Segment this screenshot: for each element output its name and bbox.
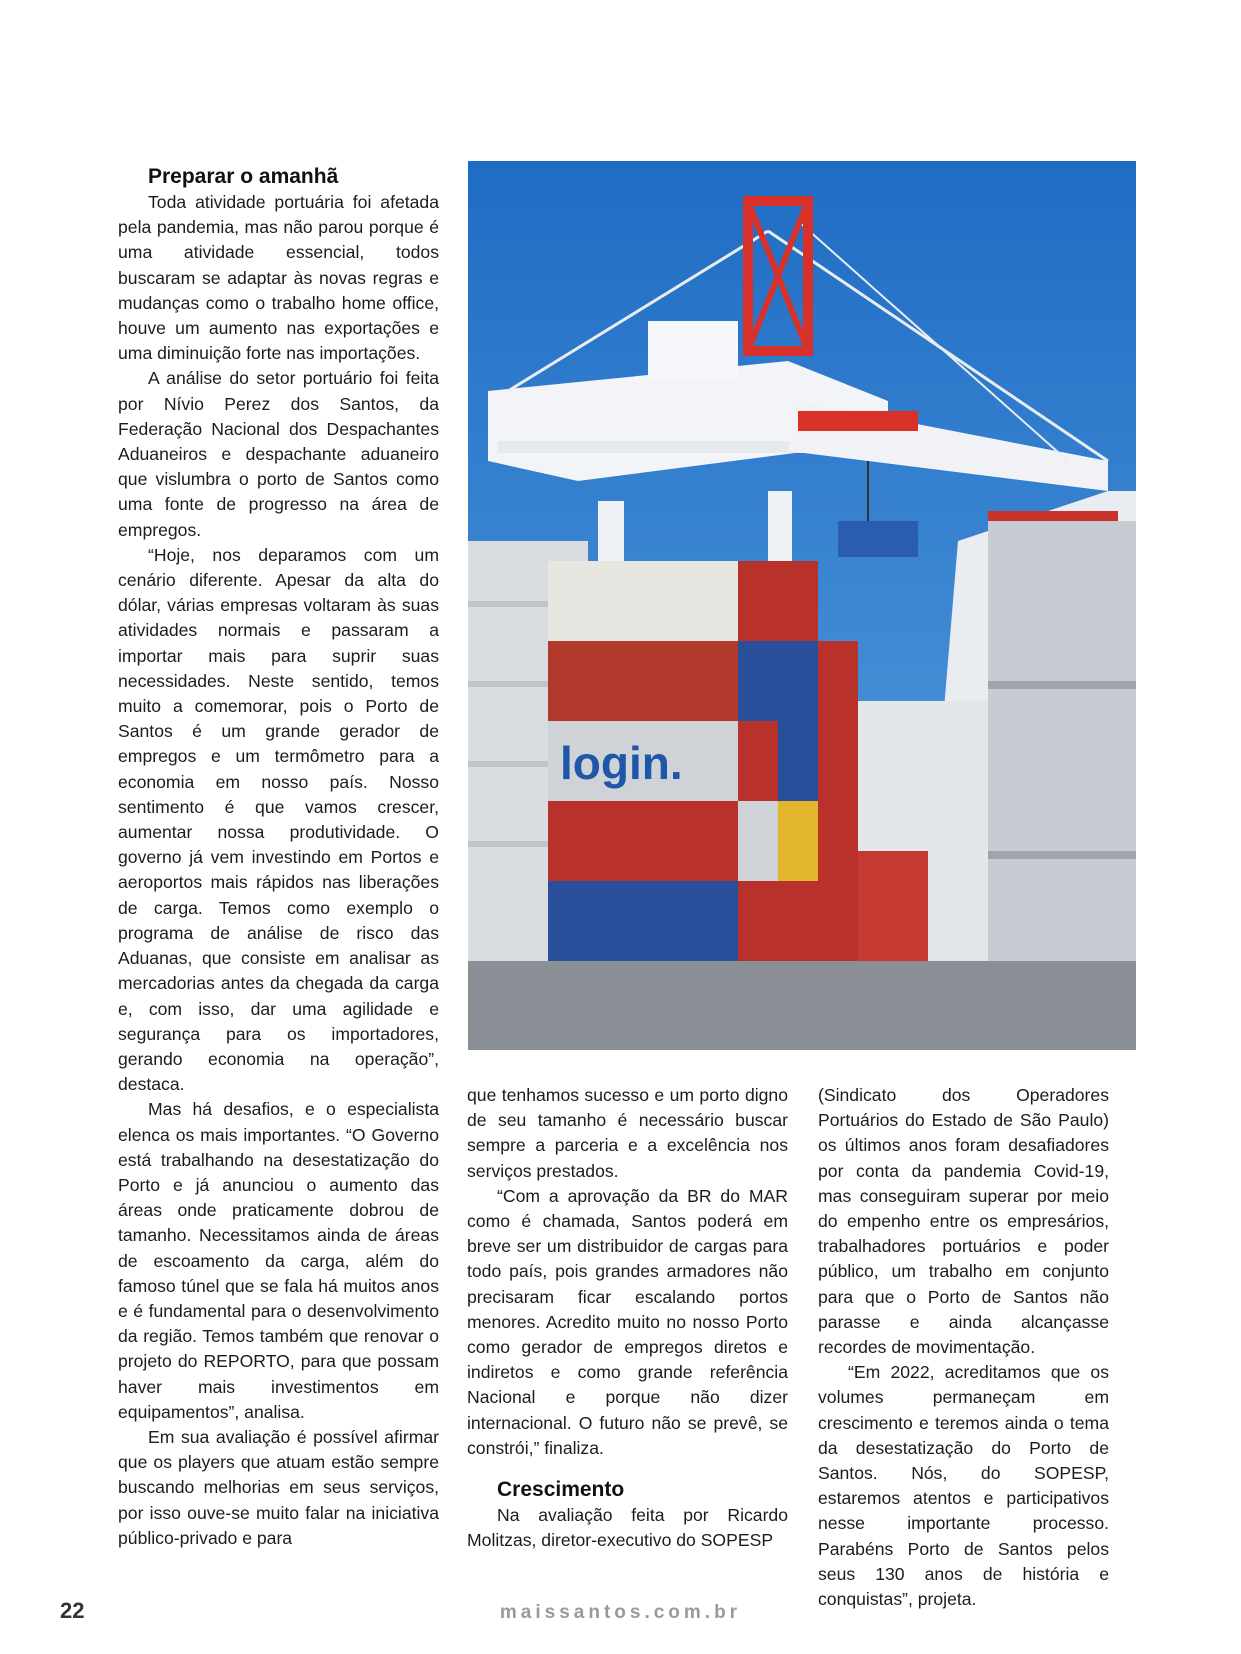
container-logo-text: login. [560, 737, 683, 789]
port-scene-illustration [468, 161, 1136, 1050]
paragraph: Mas há desafios, e o especialista elenca os mais importantes. “O Governo está trabalhando na desestatização do Porto e já anunciou o aumento das áreas onde praticamente dobrou de tamanho. Necessitamos ainda de áreas de escoamento da carga, além do famoso túnel que se fala há muitos anos e é fundamental para o desenvolvimento da região. Temos também que renovar o projeto do REPORTO, para que possam haver mais investimentos em equipamentos”, analisa. [118, 1099, 439, 1422]
page-number: 22 [60, 1598, 85, 1623]
paragraph: Na avaliação feita por Ricardo Molitzas, diretor-executivo do SOPESP [467, 1505, 788, 1551]
paragraph: (Sindicato dos Operadores Portuários do Estado de São Paulo) os últimos anos foram desafiadores por conta da pandemia Covid-19, mas conseguiram superar por meio do empenho entre os empresários, trabalhadores portuários e poder público, um trabalho em conjunto para que o Porto de Santos não parasse e ainda alcançasse recordes de movimentação. [818, 1085, 1109, 1358]
right-containers [988, 521, 1136, 981]
paragraph: Em sua avaliação é possível afirmar que os players que atuam estão sempre buscando melhorias em seus serviços, por isso ouve-se muito falar na iniciativa público-privado e para [118, 1426, 439, 1548]
paragraph: “Em 2022, acreditamos que os volumes permaneçam em crescimento e teremos ainda o tema da desestatização do Porto de Santos. Nós, do SOPESP, estaremos atentos e participativos nesse importante processo. Parabéns Porto de Santos pelos seus 130 anos de história e conquistas”, projeta. [818, 1362, 1109, 1610]
paragraph: Toda atividade portuária foi afetada pela pandemia, mas não parou porque é uma atividade essencial, todos buscaram se adaptar às novas regras e mudanças como o trabalho home office, houve um aumento nas exportações e uma diminuição forte nas importações. [118, 192, 439, 364]
article-column-2 [467, 1083, 788, 1553]
paragraph: “Hoje, nos deparamos com um cenário diferente. Apesar da alta do dólar, várias empresas voltaram às suas atividades normais e passaram a importar mais para suprir suas necessidades. Neste sentido, temos muito a comemorar, pois o Porto de Santos é um grande gerador de empregos e um termômetro para a economia em nosso país. Nosso sentimento é que vamos crescer, aumentar nossa produtividade. O governo já vem investindo em Portos e aeroportos mais rápidos nas liberações de carga. Temos como exemplo o programa de análise de risco das Aduanas, que consiste em analisar as mercadorias antes da chegada da carga e, com isso, dar uma agilidade e segurança para os importadores, gerando economia na operação”, destaca. [118, 544, 439, 1095]
paragraph: que tenhamos sucesso e um porto digno de seu tamanho é necessário buscar sempre a parceria e a excelência nos serviços prestados. [467, 1085, 788, 1181]
hanging-container [838, 521, 918, 557]
section-heading-preparar: Preparar o amanhã [148, 165, 339, 188]
quay-ground [468, 961, 1136, 1050]
paragraph: A análise do setor portuário foi feita por Nívio Perez dos Santos, da Federação Nacional dos Despachantes Aduaneiros e despachante aduaneiro que vislumbra o porto de Santos como uma fonte de progresso na área de empregos. [118, 368, 439, 540]
paragraph: “Com a aprovação da BR do MAR como é chamada, Santos poderá em breve ser um distribuidor de cargas para todo país, pois grandes armadores não precisaram ficar escalando portos menores. Acredito muito no nosso Porto como gerador de empregos diretos e indiretos e como grande referência Nacional e porque não dizer internacional. O futuro não se prevê, se constrói,” finaliza. [467, 1185, 788, 1458]
port-containers-photo [468, 161, 1136, 1050]
section-heading-crescimento: Crescimento [497, 1478, 625, 1502]
article-column-1 [118, 164, 439, 1551]
site-url: maissantos.com.br [499, 1602, 742, 1623]
article-column-3 [818, 1083, 1109, 1612]
